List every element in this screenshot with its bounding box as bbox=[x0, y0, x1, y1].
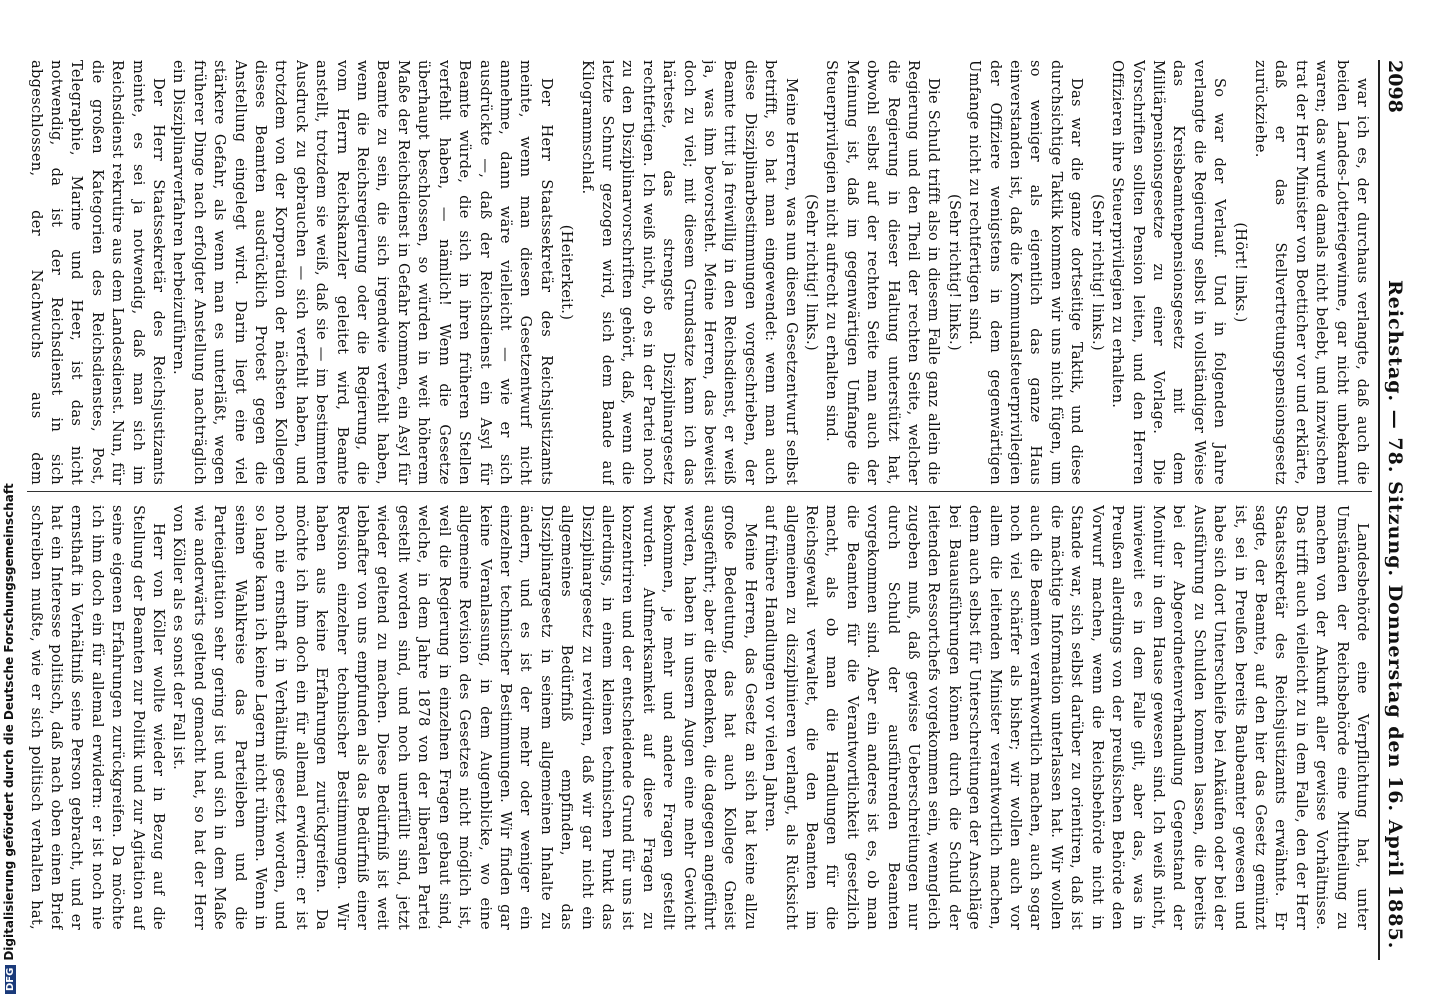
paragraph: Meine Herren, was nun diesen Gesetzentwurf selbst betrifft, so hat man eingewendet: wenn man auch diese Disziplinarbestimmungen vorgeschrieben, der Beamte tritt ja freiwillig in den Reichsdienst, er weiß ja, was ihm bevorsteht. Meine Herren, das beweist doch zu viel; mit diesem Grundsatze kann ich das härteste, das strengste Disziplinargesetz rechtfertigen. Ich weiß nicht, ob es in der Partei noch zu den Disziplinarvorschriften gehört, daß, wenn die letzte Schnur gezogen wird, sich dem Bande auf Kilogrammschlaf. bbox=[578, 60, 800, 485]
paragraph: Das war die ganze dortseitige Taktik, und diese durchsichtige Taktik kommen wir uns nicht fügen, um so weniger als eigentlich das ganze Haus einverstanden ist, daß die Kommunalsteuerprivilegien der Offiziere wenigstens in dem gegenwärtigen Umfange nicht zu rechtfertigen sind. bbox=[966, 60, 1086, 485]
page-header bbox=[1378, 60, 1420, 960]
paragraph: Der Herr Staatssekretär des Reichsjustizamts meinte, wenn man diesen Gesetzentwurf nicht annehme, dann wäre vielleicht — wie er sich ausdrückte —, daß der Reichsdienst ein Asyl für Beamte würde, die sich in ihren früheren Stellen verfehlt haben, — nämlich! Wenn die Gesetze überhaupt beschlossen, so würden in weit höherem Maße der Reichsdienst in Gefahr kommen, ein Asyl für Beamte zu sein, die sich irgendwie verfehlt haben, wenn die Reichsregierung oder die Regierung, die vom Herrn Reichskanzler geleitet wird, Beamte anstellt, trotzdem sie weiß, daß sie — im bestimmten Ausdruck zu gebrauchen — sich verfehlt haben, und trotzdem von der Korporation der nächsten Kollegen dieses Beamten ausdrücklich Protest gegen die Anstellung eingelegt wird. Darin liegt eine viel stärkere Gefahr, als wenn man es unterläßt, wegen früherer Dinge nach erfolgter Anstellung nachträglich ein Disziplinarverfahren herbeizuführen. bbox=[170, 60, 555, 485]
interjection: (Sehr richtig! links.) bbox=[803, 194, 821, 351]
paragraph: Der Herr Staatssekretär des Reichsjustizamts meinte, es sei ja notwendig, daß man sich im Reichsdienst rekrutire aus dem Landesdienst. Nun, für die großen Kategorien des Reichsdienstes, Post, Telegraphie, Marine und Heer, ist das nicht notwendig, da ist der Reichsdienst in sich abgeschlossen, der Nachwuchs aus dem bbox=[27, 60, 168, 485]
page-number: 2098 bbox=[1384, 60, 1406, 113]
paragraph: So war der Verlauf. Und in folgenden Jahre verlangte die Regierung selbst in vollständiger Weise das Kreisbeamtenpensionsgesetz mit dem Militärpensionsgesetze zu einer Vorlage. Die Vorschriften sollten Pension leiten, und den Herren Offizieren ihre Steuerprivilegien zu erhalten. bbox=[1109, 60, 1229, 485]
footer-credit bbox=[2, 4, 16, 994]
paragraph: war ich es, der durchaus verlangte, daß auch die beiden Landes-Lotteriegewinne, gar nicht unbekannt waren; das wurde damals nicht belebt, und inzwischen trat der Herr Minister von Boetticher vor und erklärte, daß er das Stellvertretungspensionsgesetz zurückziehe. bbox=[1251, 60, 1371, 485]
column-divider bbox=[27, 491, 1372, 492]
page-running-title: Reichstag. — 78. Sitzung. Donnerstag den 16. April 1885. bbox=[1384, 280, 1406, 950]
paragraph: Herr von Köller wollte wieder in Bezug auf die Stellung der Beamten zur Politik und zur Agitation auf seine eigenen Erfahrungen zurückgreifen. Da möchte ich ihm doch ein für allemal erwidern: er ist noch nie ernsthaft in Verhältniß seine Person gebracht, und er hat ein Interesse politisch, daß nach oben einen Brief schreiben mußte, wie er sich politisch verhalten hat, bbox=[27, 505, 168, 930]
paragraph: Landesbehörde eine Verpflichtung hat, unter Umständen der Reichsbehörde eine Mittheilung zu machen von der Ankunft aller gewisse Vorhältnisse. Das trifft auch vielleicht zu in dem Falle, den der Herr Staatssekretär des Reichsjustizamts erwähnte. Er sagte, der Beamte, auf den hier das Gesetz gemünzt ist, sei in Preußen bereits Baubeamter gewesen und habe sich dort Unterschleife bei Ankäufen oder bei der Ausführung zu Schulden kommen lassen, die bereits bei der Abgeordnetenverhandlung Gegenstand der Monitur in dem Hause gewesen sind. Ich weiß nicht, inwieweit es in dem Falle gilt, aber das, was in Preußen allerdings von der preußischen Behörde den Vorwurf machen, wenn die Reichsbehörde nicht in Stande war, sich selbst darüber zu orientiren, daß ist die mächtige Information unterlassen hat. Wir wollen auch die Beamten verantwortlich machen, auch sogar noch viel schärfer als bisher; wir wollen auch vor allem die leitenden Minister verantwortlich machen, denn auch selbst für Unterschreitungen der Anschläge bei Bauausführungen können durch die Schuld der leitenden Ressortchefs vorgekommen sein, wenngleich zugeben muß, daß gewisse Ueberschreitungen nur durch Schuld der ausführenden Beamten vorgekommen sind. Aber ein anderes ist es, ob man die Beamten für die Verantwortlichkeit gesetzlich macht, als ob man die Handlungen für die Reichsgewalt verwaltet, die den Beamten im allgemeinen zu disziplinieren verlangt, als Rücksicht auf frühere Handlungen vor vielen Jahren. bbox=[762, 505, 1371, 930]
interjection: (Sehr richtig! links.) bbox=[945, 194, 963, 351]
footer-credit-text: Digitalisierung gefördert durch die Deutsche Forschungsgemeinschaft bbox=[2, 483, 16, 961]
interjection: (Hört! links.) bbox=[1231, 222, 1249, 323]
footer-strip bbox=[0, 0, 20, 1000]
paragraph: Meine Herren, das Gesetz an sich hat keine allzu große Bedeutung, das hat auch Kollege Gneist ausgeführt; aber die Bedenken, die dagegen angeführt werden, haben in unsern Augen eine mehr Gewicht bekommen, je mehr und andere Fragen gestellt wurden. Aufmerksamkeit auf diese Fragen zu konzentriren und der entscheidende Grund für uns ist allerdings, in einem kleinen technischen Punkt das Disziplinargesetz zu revidiren, daß wir gar nicht ein allgemeines Bedürfniß empfinden, das Disziplinargesetz in seinem allgemeinen Inhalte zu ändern, und es ist der mehr oder weniger ein einzelner technischer Bestimmungen. Wir finden gar keine Veranlassung, in dem Augenblicke, wo eine allgemeine Revision des Gesetzes nicht möglich ist, weil die Regierung in einzelnen Fragen gebaut sind, welche, in dem Jahre 1878 von der liberalen Partei gestellt worden sind, und noch unerfüllt sind, jetzt wieder geltend zu machen. Diese Bedürfniß ist weit lebhafter von uns empfunden als das Bedürfniß einer Revision einzelner technischer Bestimmungen. Wir haben aus keine Erfahrungen zurückgreifen. Da möchte ich ihm doch ein für allemal erwidern: er ist noch nie ernsthaft in Verhältniß gesetzt worden, und so lange kann ich keine Lagern nicht rühmen. Wenn in seinen Wahlkreise das Parteileben und die Parteiagitation sehr gering ist und sich in dem Maße wie anderwärts geltend gemacht hat, so hat der Herr von Köller als es sonst der Fall ist. bbox=[170, 505, 759, 930]
paragraph: Die Schuld trifft also in diesem Falle ganz allein die Regierung und den Theil der rechten Seite, welcher die Regierung in dieser Haltung unterstützt hat, obwohl selbst auf der rechten Seite man auch der Meinung ist, daß im gegenwärtigen Umfange die Steuerprivilegien nicht aufrecht zu erhalten sind. bbox=[823, 60, 943, 485]
interjection: (Heiterkeit.) bbox=[558, 224, 576, 321]
right-text-column bbox=[27, 505, 1372, 930]
dfg-logo: DFG bbox=[5, 965, 16, 994]
interjection: (Sehr richtig! links.) bbox=[1088, 194, 1106, 351]
left-text-column bbox=[27, 60, 1372, 485]
